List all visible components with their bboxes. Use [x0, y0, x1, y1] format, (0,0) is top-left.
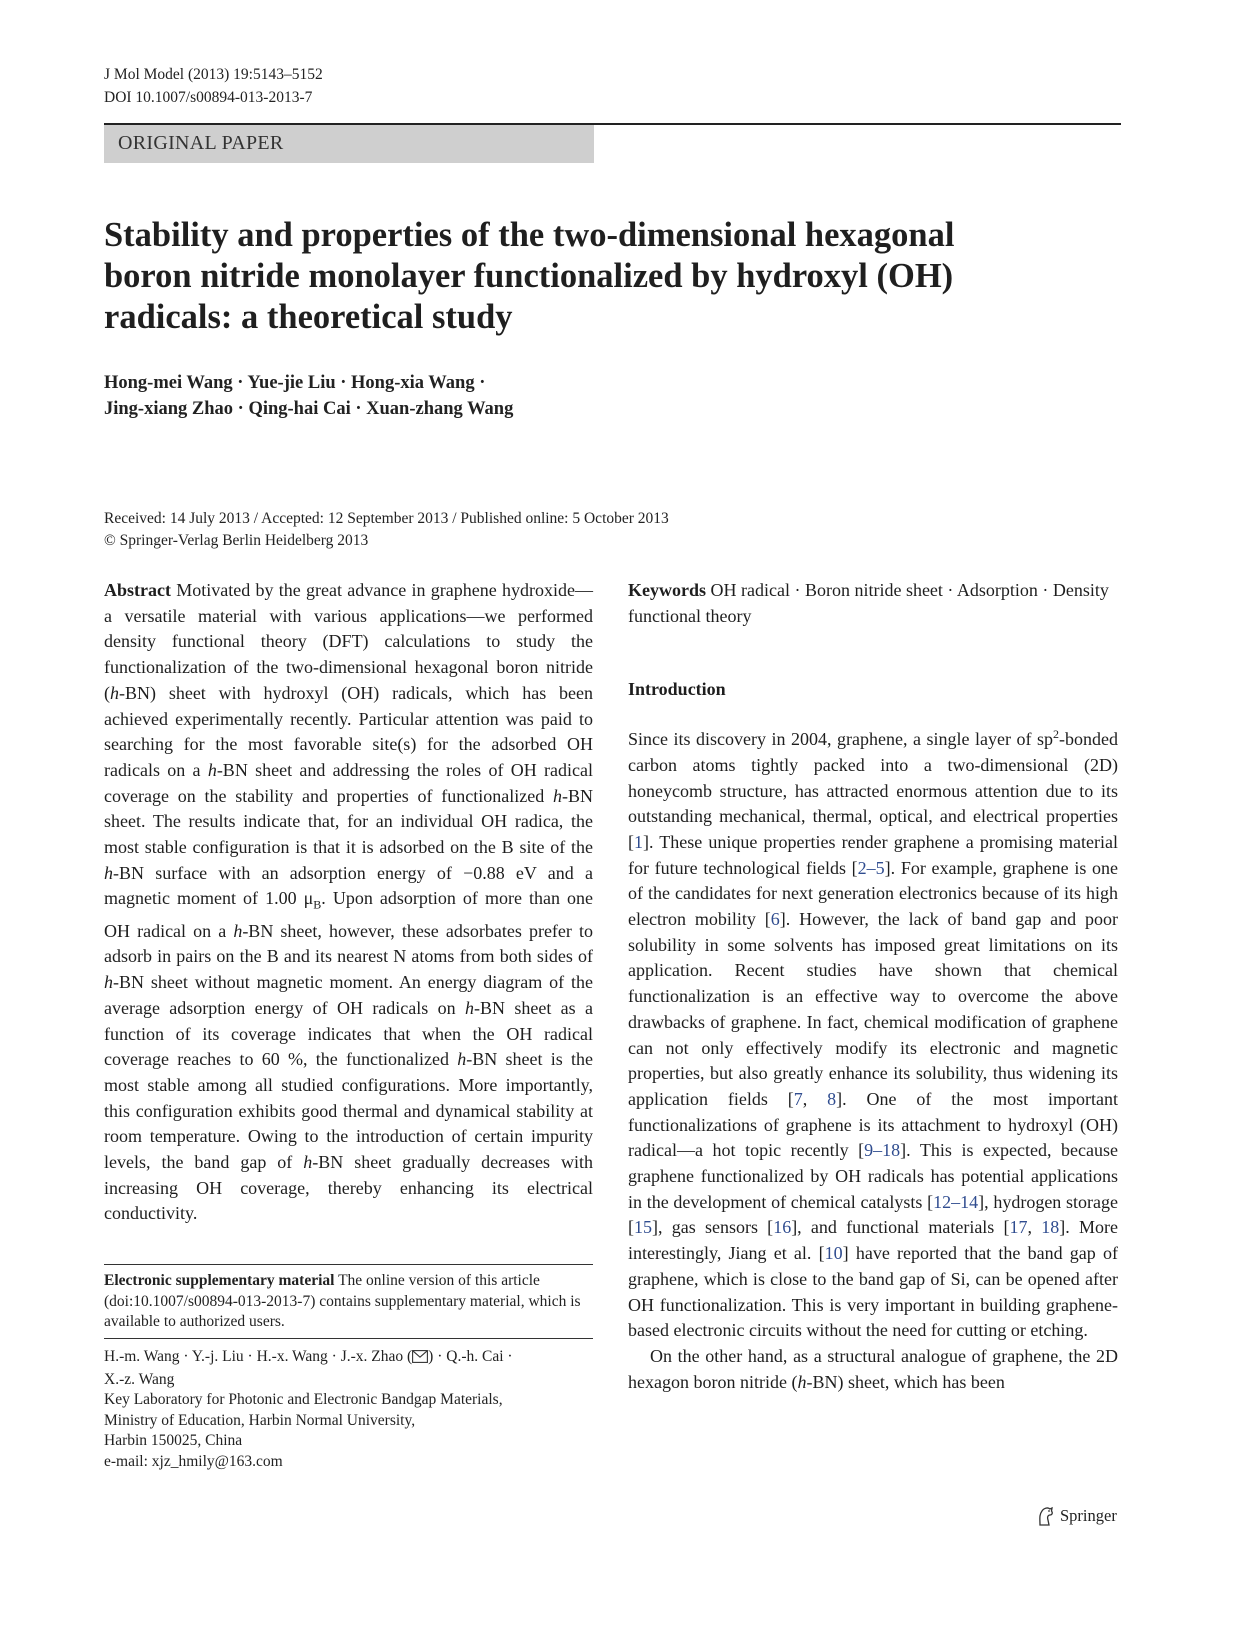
publisher-logo: [1036, 1505, 1117, 1527]
citation-link[interactable]: 15: [634, 1217, 652, 1238]
introduction-paragraph-2: On the other hand, as a structural analogue of graphene, the 2D hexagon boron nitride (h-BN) sheet, which has been: [628, 1345, 1118, 1392]
abstract-text: Abstract Motivated by the great advance in graphene hydroxide—a versatile material with various applications—we performed density functional theory (DFT) calculations to study the functionalization of the two-dimensional hexagonal boron nitride (h-BN) sheet with hydroxyl (OH) radicals, which has been achieved experimentally recently. Particular attention was paid to searching for the most favorable site(s) for the adsorbed OH radicals on a h-BN sheet and addressing the roles of OH radical coverage on the stability and properties of functionalized h-BN sheet. The results indicate that, for an individual OH radica, the most stable configuration is that it is adsorbed on the B site of the h-BN surface with an adsorption energy of −0.88 eV and a magnetic moment of 1.00 $\mu_B$. Upon adsorption of more than one OH radical on a h-BN sheet, however, these adsorbates prefer to adsorb in pairs on the B and its nearest N atoms from both sides of h-BN sheet without magnetic moment. An energy diagram of the average adsorption energy of OH radicals on h-BN sheet as a function of its coverage indicates that when the OH radical coverage reaches to 60 %, the functionalized h-BN sheet is the most stable among all studied configurations. More importantly, this configuration exhibits good thermal and dynamical stability at room temperature. Owing to the introduction of certain impurity levels, the band gap of h-BN sheet gradually decreases with increasing OH coverage, thereby enhancing its electrical conductivity.: [104, 580, 594, 1224]
affiliation-names: H.-m. Wang · Y.-j. Liu · H.-x. Wang · J.-x. Zhao ( ) · Q.-h. Cai ·: [104, 1347, 593, 1370]
esm-label: Electronic supplementary material: [104, 1272, 335, 1289]
citation-link[interactable]: 8: [827, 1088, 837, 1109]
abstract-section: [104, 578, 593, 1227]
journal-citation: J Mol Model (2013) 19:5143–5152: [104, 66, 323, 83]
esm-text: The online version of this article (doi:10.1007/s00894-013-2013-7) contains supplementary material, which is available to authorized users.: [104, 1272, 581, 1330]
citation-link[interactable]: 1: [634, 831, 643, 852]
affiliation-city: Harbin 150025, China: [104, 1432, 243, 1449]
author-line-1: Hong-mei Wang · Yue-jie Liu · Hong-xia Wang ·: [104, 373, 486, 393]
affiliation-block: [104, 1347, 593, 1472]
publisher-name: Springer: [1060, 1506, 1117, 1525]
introduction-heading: Introduction: [628, 679, 726, 700]
envelope-icon: [412, 1349, 428, 1370]
author-line-2: Jing-xiang Zhao · Qing-hai Cai · Xuan-zhang Wang: [104, 399, 514, 419]
keywords-text: OH radical · Boron nitride sheet · Adsorption · Density functional theory: [628, 580, 1109, 626]
keywords-label: Keywords: [628, 580, 706, 600]
article-type-ribbon: ORIGINAL PAPER: [104, 125, 594, 163]
esm-bottom-rule: [104, 1338, 593, 1339]
keywords: [628, 578, 1118, 629]
abstract-label: Abstract: [104, 580, 171, 600]
citation-link[interactable]: 12–14: [933, 1191, 979, 1212]
citation-link[interactable]: 16: [773, 1217, 792, 1238]
publication-dates: [104, 508, 1004, 552]
dates-line: Received: 14 July 2013 / Accepted: 12 September 2013 / Published online: 5 October 2013: [104, 510, 669, 527]
citation-link[interactable]: 6: [770, 909, 780, 930]
citation-link[interactable]: 7: [793, 1088, 803, 1109]
copyright-line: © Springer-Verlag Berlin Heidelberg 2013: [104, 532, 369, 549]
citation-link[interactable]: 18: [1041, 1217, 1060, 1238]
esm-top-rule: [104, 1264, 593, 1265]
corresponding-email: e-mail: xjz_hmily@163.com: [104, 1452, 283, 1470]
article-doi: DOI 10.1007/s00894-013-2013-7: [104, 89, 313, 106]
affiliation-ministry: Ministry of Education, Harbin Normal University,: [104, 1411, 416, 1429]
right-column: [628, 578, 1118, 1395]
paper-title: Stability and properties of the two-dimensional hexagonal boron nitride monolayer functionalized by hydroxyl (OH) radicals: a theoretical study: [104, 216, 955, 336]
affiliation-lab: Key Laboratory for Photonic and Electronic Bandgap Materials,: [104, 1391, 503, 1408]
citation-link[interactable]: 9–18: [864, 1140, 901, 1161]
introduction-paragraph-1: Since its discovery in 2004, graphene, a single layer of $sp^2$-bonded carbon atoms tightly packed into a two-dimensional (2D) honeycomb structure, has attracted enormous attention due to its outstanding mechanical, thermal, optical, and electrical properties [1]. These unique properties render graphene a promising material for future technological fields [2–5]. For example, graphene is one of the candidates for next generation electronics because of its high electron mobility [6]. However, the lack of band gap and poor solubility in some solvents has imposed great limitations on its application. Recent studies have shown that chemical functionalization is an effective way to overcome the above drawbacks of graphene. In fact, chemical modification of graphene can not only effectively modify its electronic and magnetic properties, but also greatly enhance its solubility, thus widening its application fields [7, 8]. One of the most important functionalizations of graphene is its attachment to hydroxyl (OH) radical—a hot topic recently [9–18]. This is expected, because graphene functionalized by OH radicals has potential applications in the development of chemical catalysts [12–14], hydrogen storage [15], gas sensors [16], and functional materials [17, 18]. More interestingly, Jiang et al. [10] have reported that the band gap of graphene, which is close to the band gap of Si, can be opened after OH functionalization. This is very important in building graphene-based electronic circuits without the need for cutting or etching.: [628, 727, 1119, 1341]
springer-horse-icon: [1036, 1505, 1056, 1527]
supplementary-note: [104, 1271, 593, 1333]
citation-link[interactable]: 10: [824, 1243, 843, 1264]
author-list: [104, 370, 864, 422]
citation-link[interactable]: 17: [1009, 1217, 1028, 1238]
affiliation-names-cont: X.-z. Wang: [104, 1370, 175, 1388]
citation-link[interactable]: 2–5: [857, 857, 885, 878]
